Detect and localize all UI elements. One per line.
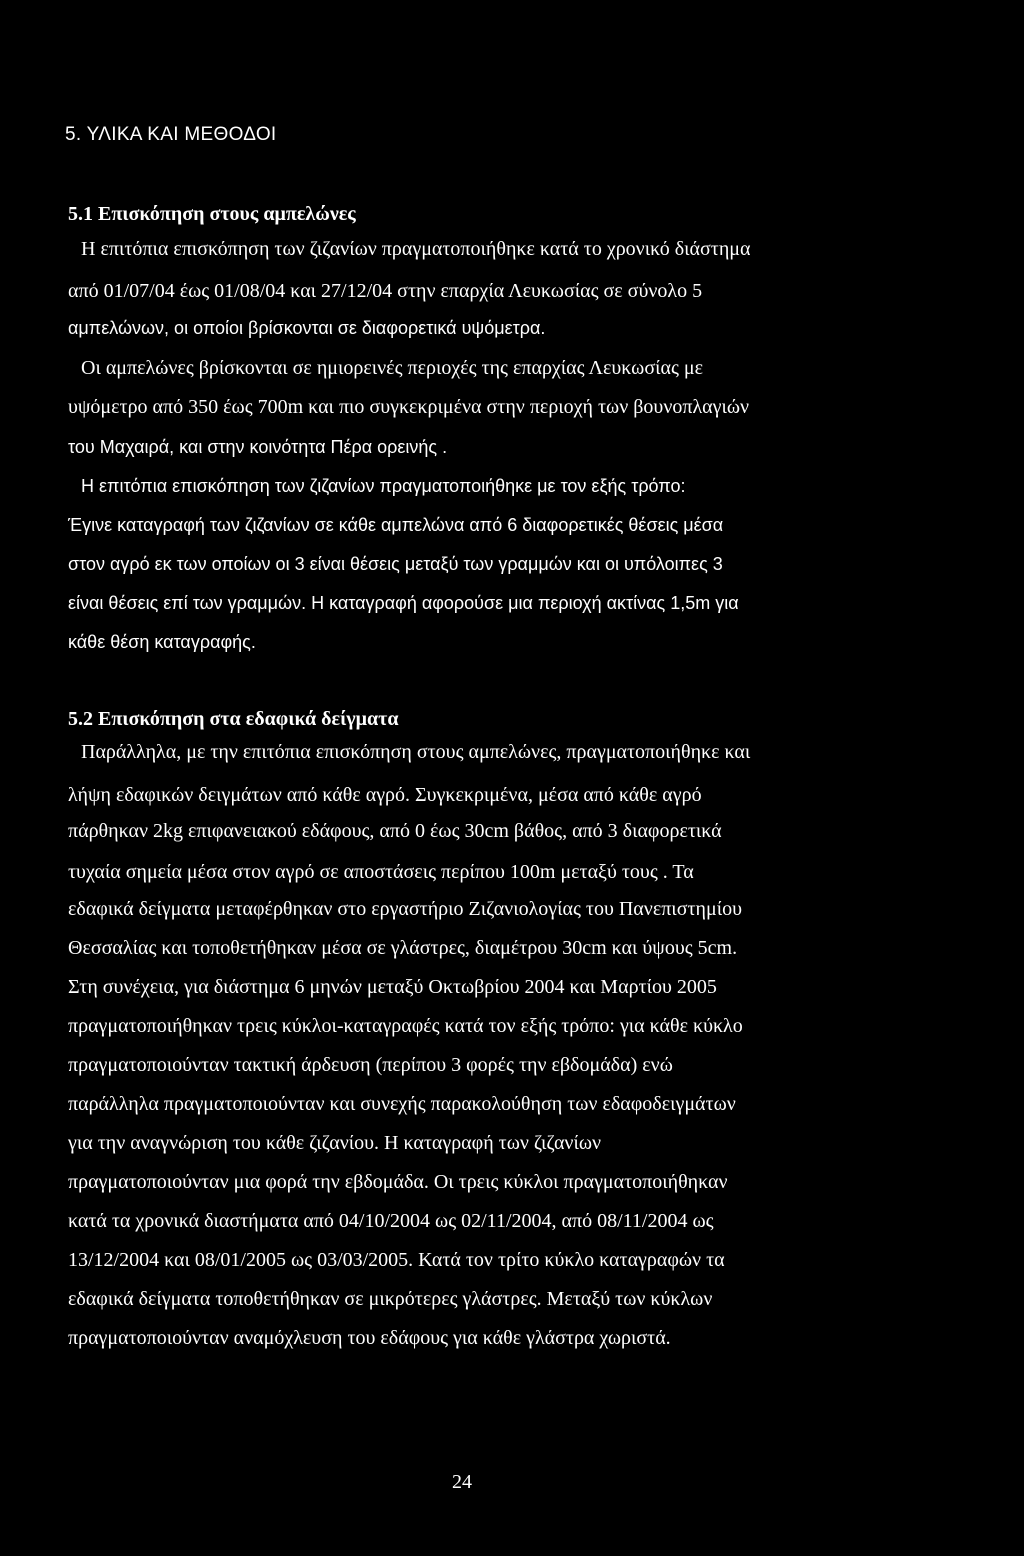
subsection-title-5-1: 5.1 Επισκόπηση στους αμπελώνες [68,203,356,225]
page-number: 24 [452,1471,472,1493]
subsection-title-5-2: 5.2 Επισκόπηση στα εδαφικά δείγματα [68,708,399,730]
document-page: 5. ΥΛΙΚΑ ΚΑΙ ΜΕΘΟΔΟΙ 5.1 Επισκόπηση στους αμπελώνες Η επιτόπια επισκόπηση των ζιζανίων πραγματοποιήθηκε κατά το χρονικό διάστημα από 01/07/04 έως 01/08/04 και 27/12/04 στην επαρχία Λευκωσίας σε σύνολο 5 αμπελώνων, οι οποίοι βρίσκονται σε διαφορετικά υψόμετρα. Οι αμπελώνες βρίσκονται σε ημιορεινές περιοχές της επαρχίας Λευκωσίας με υψόμετρο από 350 έως 700m και πιο συγκεκριμένα στην περιοχή των βουνοπλαγιών του Μαχαιρά, και στην κοινότητα Πέρα ορεινής . Η επιτόπια επισκόπηση των ζιζανίων πραγματοποιήθηκε με τον εξής τρόπο: Έγινε καταγραφή των ζιζανίων σε κάθε αμπελώνα από 6 διαφορετικές θέσεις μέσα στον αγρό εκ των οποίων οι 3 είναι θέσεις μεταξύ των γραμμών και οι υπόλοιπες 3 είναι θέσεις επί των γραμμών. Η καταγραφή αφορούσε μια περιοχή ακτίνας 1,5m για κάθε θέση καταγραφής. 5.2 Επισκόπηση στα εδαφικά δείγματα Παράλληλα, με την επιτόπια επισκόπηση στους αμπελώνες, πραγματοποιήθηκε και λήψη εδαφικών δειγμάτων από κάθε αγρό. Συγκεκριμένα, μέσα από κάθε αγρό πάρθηκαν 2kg επιφανειακού εδάφους, από 0 έως 30cm βάθος, από 3 διαφορετικά τυχαία σημεία μέσα στον αγρό σε αποστάσεις περίπου 100m μεταξύ τους . Τα εδαφικά δείγματα μεταφέρθηκαν στο εργαστήριο Ζιζανιολογίας του Πανεπιστημίου Θεσσαλίας και τοποθετήθηκαν μέσα σε γλάστρες, διαμέτρου 30cm και ύψους 5cm. Στη συνέχεια, για διάστημα 6 μηνών μεταξύ Οκτωβρίου 2004 και Μαρτίου 2005 πραγματοποιήθηκαν τρεις κύκλοι-καταγραφές κατά τον εξής τρόπο: για κάθε κύκλο πραγματοποιούνταν τακτική άρδευση (περίπου 3 φορές την εβδομάδα) ενώ παράλληλα πραγματοποιούνταν και συνεχής παρακολούθηση των εδαφοδειγμάτων για την αναγνώριση του κάθε ζιζανίου. Η καταγραφή των ζιζανίων πραγματοποιούνταν μια φορά την εβδομάδα. Οι τρεις κύκλοι πραγματοποιήθηκαν κατά τα χρονικά διαστήματα από 04/10/2004 ως 02/11/2004, από 08/11/2004 ως 13/12/2004 και 08/01/2005 ως 03/03/2005. Κατά τον τρίτο κύκλο καταγραφών τα εδαφικά δείγματα τοποθετήθηκαν σε μικρότερες γλάστρες. Μεταξύ των κύκλων πραγματοποιούνταν αναμόχλευση του εδάφους για κάθε γλάστρα χωριστά. 24 [65,124,751,1493]
section-heading: 5. ΥΛΙΚΑ ΚΑΙ ΜΕΘΟΔΟΙ [65,124,277,145]
